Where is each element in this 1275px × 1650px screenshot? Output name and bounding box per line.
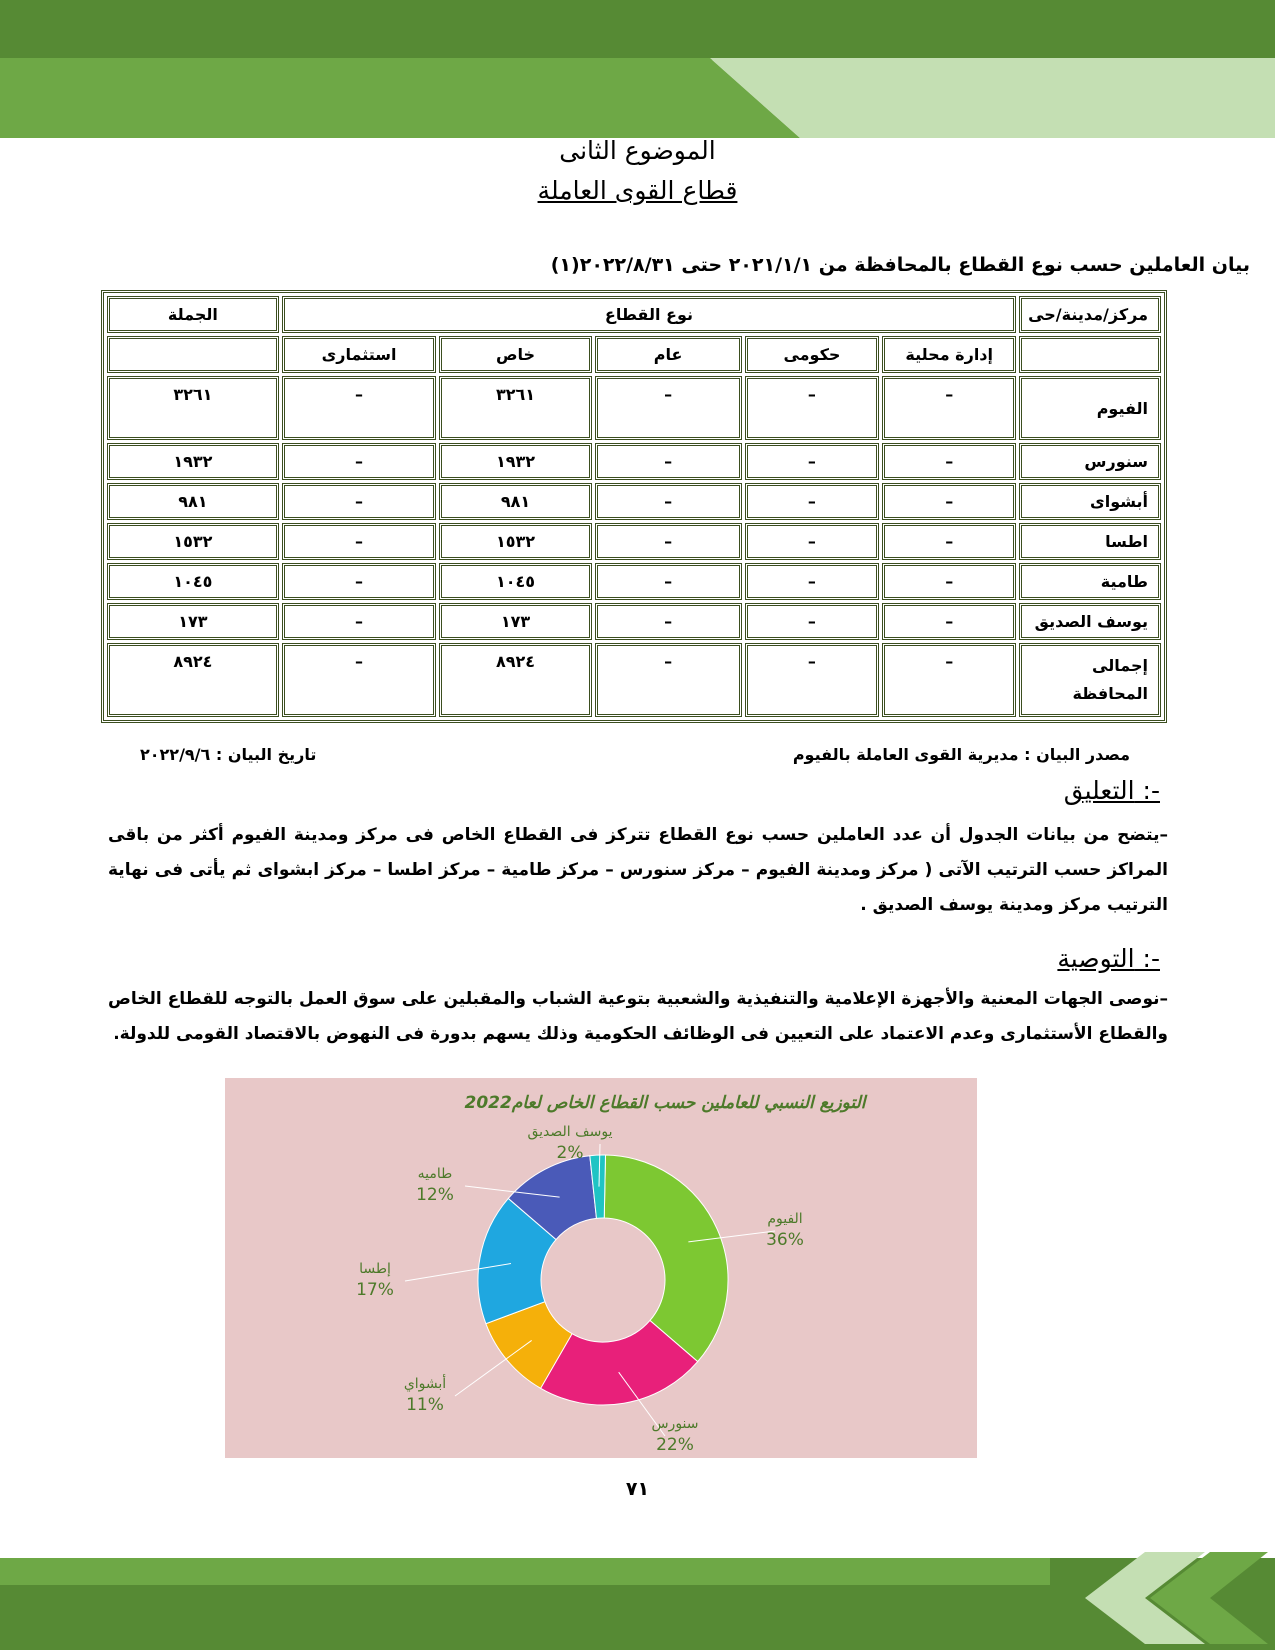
data-table-frame <box>101 290 1167 723</box>
cell-private: ١٧٣ <box>439 603 591 640</box>
table-row <box>107 523 1161 560</box>
slice-value-label: 12% <box>416 1185 454 1205</box>
chart-container <box>225 1078 977 1458</box>
cell-local: – <box>882 376 1016 440</box>
row-name: أبشواى <box>1019 483 1161 520</box>
cell-local: – <box>882 563 1016 600</box>
sector-title: قطاع القوى العاملة <box>537 176 738 205</box>
subheader-private: خاص <box>439 336 591 373</box>
slice-value-label: 36% <box>766 1230 804 1250</box>
cell-government: – <box>745 443 880 480</box>
cell-investment: – <box>282 643 437 717</box>
cell-private: ٣٢٦١ <box>439 376 591 440</box>
cell-total: ١٥٣٢ <box>107 523 279 560</box>
cell-local: – <box>882 523 1016 560</box>
footer-decoration <box>0 1540 1275 1650</box>
cell-private: ١٠٤٥ <box>439 563 591 600</box>
slice-value-label: 22% <box>656 1435 694 1455</box>
subheader-empty-total <box>107 336 279 373</box>
page-number: ٧١ <box>625 1478 650 1500</box>
subheader-government: حكومى <box>745 336 880 373</box>
slice-category-label: يوسف الصديق <box>527 1124 613 1140</box>
cell-public: – <box>595 483 742 520</box>
cell-private: ١٩٣٢ <box>439 443 591 480</box>
recommendation-body: –نوصى الجهات المعنية والأجهزة الإعلامية والتنفيذية والشعبية بتوعية الشباب والمقبلين على سوق العمل بالتوجه للقطاع الخاص والقطاع الأستثمارى وعدم الاعتماد على التعيين فى الوظائف الحكومية وذلك يسهم بدورة فى النهوض بالاقتصاد القومى للدولة. <box>108 989 1168 1044</box>
subheader-public: عام <box>595 336 742 373</box>
cell-total: ٩٨١ <box>107 483 279 520</box>
data-date: تاريخ البيان : ٢٠٢٢/٩/٦ <box>140 745 317 764</box>
row-name: الفيوم <box>1019 376 1161 440</box>
cell-investment: – <box>282 376 437 440</box>
cell-investment: – <box>282 523 437 560</box>
header-band <box>0 0 1275 60</box>
cell-private: ١٥٣٢ <box>439 523 591 560</box>
slice-category-label: طاميه <box>417 1166 453 1182</box>
cell-public: – <box>595 603 742 640</box>
cell-investment: – <box>282 563 437 600</box>
table-row <box>107 376 1161 440</box>
cell-government: – <box>745 563 880 600</box>
slice-category-label: سنورس <box>651 1416 699 1432</box>
subheader-investment: استثمارى <box>282 336 437 373</box>
subject-heading: الموضوع الثانى <box>559 136 716 165</box>
cell-total: ١٩٣٢ <box>107 443 279 480</box>
cell-public: – <box>595 443 742 480</box>
table-row <box>107 603 1161 640</box>
cell-public: – <box>595 376 742 440</box>
subheader-empty <box>1019 336 1161 373</box>
slice-value-label: 17% <box>356 1280 394 1300</box>
row-name: اطسا <box>1019 523 1161 560</box>
cell-public: – <box>595 523 742 560</box>
cell-private: ٩٨١ <box>439 483 591 520</box>
data-table <box>104 293 1164 720</box>
cell-local: – <box>882 603 1016 640</box>
cell-local: – <box>882 443 1016 480</box>
slice-category-label: إطسا <box>359 1261 391 1277</box>
table-subheader-row <box>107 336 1161 373</box>
table-row <box>107 483 1161 520</box>
table-title: (١)بيان العاملين حسب نوع القطاع بالمحافظة من ٢٠٢١/١/١ حتى ٢٠٢٢/٨/٣١ <box>550 254 1250 276</box>
cell-local: – <box>882 643 1016 717</box>
row-name: يوسف الصديق <box>1019 603 1161 640</box>
comment-body: –يتضح من بيانات الجدول أن عدد العاملين حسب نوع القطاع تتركز فى القطاع الخاص فى مركز ومدينة الفيوم أكثر من باقى المراكز حسب الترتيب الآتى ( مركز ومدينة الفيوم – مركز سنورس – مركز طامية – مركز اطسا – مركز ابشواى ثم يأتى فى نهاية الترتيب مركز ومدينة يوسف الصديق . <box>108 825 1168 915</box>
table-row <box>107 563 1161 600</box>
donut-slice-0 <box>604 1155 728 1362</box>
cell-government: – <box>745 523 880 560</box>
chart-title: التوزيع النسبي للعاملين حسب القطاع الخاص لعام2022 <box>464 1093 866 1113</box>
cell-government: – <box>745 483 880 520</box>
cell-public: – <box>595 643 742 717</box>
cell-total: ١٧٣ <box>107 603 279 640</box>
row-name: إجمالى المحافظة <box>1019 643 1161 717</box>
slice-value-label: 11% <box>406 1395 444 1415</box>
header-decoration <box>0 58 1275 138</box>
header-total: الجملة <box>107 296 279 333</box>
table-row-total <box>107 643 1161 717</box>
donut-chart <box>225 1078 977 1458</box>
cell-private: ٨٩٢٤ <box>439 643 591 717</box>
cell-local: – <box>882 483 1016 520</box>
subheader-local: إدارة محلية <box>882 336 1016 373</box>
cell-total: ٣٢٦١ <box>107 376 279 440</box>
header-center: مركز/مدينة/حى <box>1019 296 1161 333</box>
slice-category-label: أبشواي <box>403 1376 447 1392</box>
table-row <box>107 443 1161 480</box>
cell-total: ٨٩٢٤ <box>107 643 279 717</box>
slice-value-label: 2% <box>556 1143 584 1163</box>
cell-investment: – <box>282 483 437 520</box>
header-sector: نوع القطاع <box>282 296 1016 333</box>
cell-investment: – <box>282 443 437 480</box>
cell-investment: – <box>282 603 437 640</box>
comment-heading: التعليق :- <box>1063 776 1160 805</box>
row-name: طامية <box>1019 563 1161 600</box>
row-name: سنورس <box>1019 443 1161 480</box>
cell-government: – <box>745 376 880 440</box>
slice-category-label: الفيوم <box>767 1211 803 1227</box>
recommendation-heading: التوصية :- <box>1057 944 1160 973</box>
cell-government: – <box>745 603 880 640</box>
data-source: مصدر البيان : مديرية القوى العاملة بالفيوم <box>792 745 1130 764</box>
cell-public: – <box>595 563 742 600</box>
cell-total: ١٠٤٥ <box>107 563 279 600</box>
cell-government: – <box>745 643 880 717</box>
table-header-row <box>107 296 1161 333</box>
